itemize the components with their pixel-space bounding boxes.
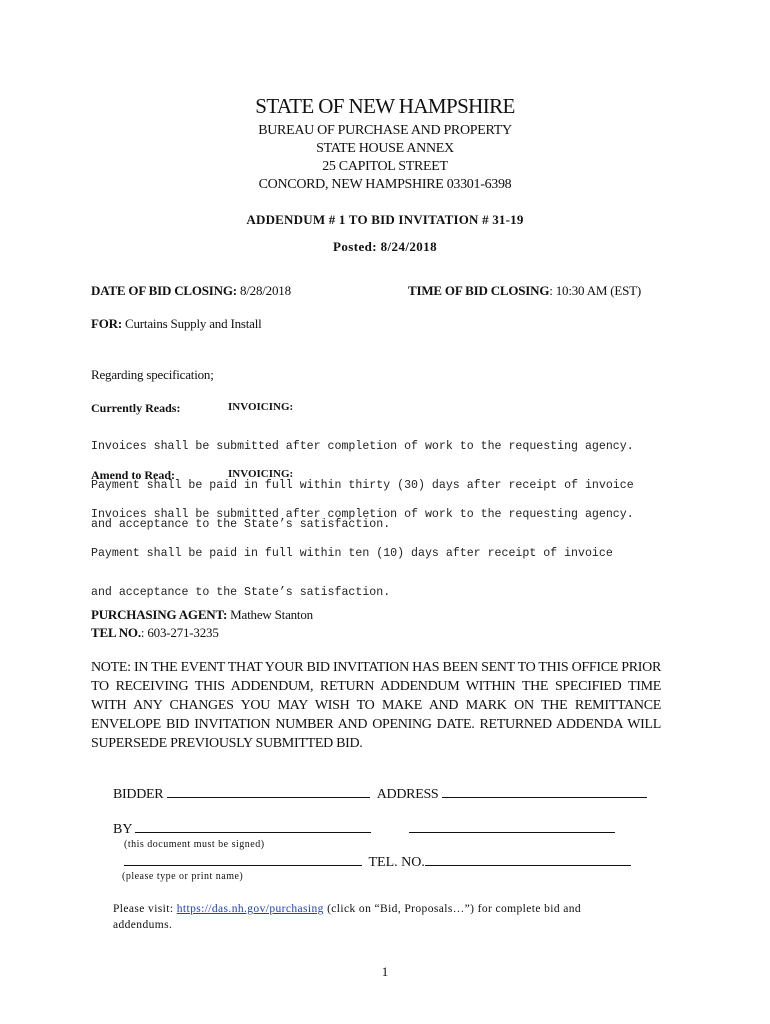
currently-reads-line: and acceptance to the State’s satisfaction.: [91, 518, 391, 531]
amend-to-read-label: Amend to Read:: [91, 468, 175, 482]
bidder-line[interactable]: [167, 785, 370, 798]
printed-name-line[interactable]: [124, 853, 362, 866]
bid-subject-label: FOR:: [91, 316, 122, 331]
addendum-note: NOTE: IN THE EVENT THAT YOUR BID INVITATION HAS BEEN SENT TO THIS OFFICE PRIOR TO RECEIVING THIS ADDENDUM, RETURN ADDENDUM WITHIN THE SPECIFIED TIME WITH ANY CHANGES YOU MAY WISH TO MAKE AND MARK ON THE REMITTANCE ENVELOPE BID INVITATION NUMBER AND OPENING DATE. RETURNED ADDENDA WILL SUPERSEDE PREVIOUSLY SUBMITTED BID.: [91, 660, 661, 751]
amend-to-read-body: [91, 482, 634, 625]
addendum-title: ADDENDUM # 1 TO BID INVITATION # 31-19: [246, 212, 524, 227]
by-row: [113, 820, 615, 838]
page-number: 1: [381, 964, 389, 979]
currently-reads-line: Invoices shall be submitted after completion of work to the requesting agency.: [91, 440, 634, 453]
visit-note: [113, 901, 673, 933]
address-line[interactable]: [442, 785, 647, 798]
tel-line[interactable]: [425, 853, 631, 866]
currently-reads-line: Payment shall be paid in full within thirty (30) days after receipt of invoice: [91, 479, 634, 492]
agent-phone-label: TEL NO.: [91, 625, 141, 640]
bid-closing-time-value: : 10:30 AM (EST): [549, 283, 642, 298]
agent-phone: [91, 625, 219, 641]
tel-label: TEL. NO.: [368, 855, 425, 870]
purchasing-agent-label: PURCHASING AGENT:: [91, 607, 228, 622]
annex-name: STATE HOUSE ANNEX: [316, 141, 454, 156]
visit-line2: addendums.: [113, 919, 173, 931]
bidder-label: BIDDER: [113, 787, 164, 802]
bid-closing-time-label: TIME OF BID CLOSING: [408, 283, 550, 298]
bid-closing-time: [408, 283, 641, 299]
street-address: 25 CAPITOL STREET: [322, 159, 448, 174]
bid-subject: [91, 316, 262, 332]
city-address: CONCORD, NEW HAMPSHIRE 03301-6398: [258, 177, 512, 192]
signature-line[interactable]: [135, 820, 371, 833]
posted-date: Posted: 8/24/2018: [333, 239, 437, 254]
state-title: STATE OF NEW HAMPSHIRE: [255, 94, 515, 118]
print-hint: (please type or print name): [122, 871, 244, 882]
address-label: ADDRESS: [376, 787, 439, 802]
bid-closing-date-value: 8/28/2018: [236, 283, 291, 298]
bid-subject-value: Curtains Supply and Install: [121, 316, 262, 331]
name-tel-row: [124, 853, 631, 871]
currently-reads-label: Currently Reads:: [91, 401, 181, 415]
amend-to-read-line: Payment shall be paid in full within ten (10) days after receipt of invoice: [91, 547, 613, 560]
bid-closing-date-label: DATE OF BID CLOSING:: [91, 283, 237, 298]
by-label: BY: [113, 822, 132, 837]
currently-reads-heading: INVOICING:: [228, 401, 294, 413]
bidder-row: [113, 785, 647, 803]
purchasing-agent: [91, 607, 313, 623]
amend-to-read-line: Invoices shall be submitted after completion of work to the requesting agency.: [91, 508, 634, 521]
purchasing-link[interactable]: https://das.nh.gov/purchasing: [176, 903, 324, 915]
agent-phone-value: : 603-271-3235: [140, 625, 219, 640]
bid-closing-date: [91, 283, 291, 299]
visit-prefix: Please visit:: [113, 903, 177, 915]
amend-to-read-line: and acceptance to the State’s satisfaction.: [91, 586, 391, 599]
purchasing-agent-name: Mathew Stanton: [227, 607, 313, 622]
title-line[interactable]: [409, 820, 615, 833]
regarding-text: Regarding specification;: [91, 367, 214, 382]
bureau-name: BUREAU OF PURCHASE AND PROPERTY: [258, 123, 512, 138]
visit-suffix: (click on “Bid, Proposals…”) for complete bid and: [323, 903, 582, 915]
amend-to-read-heading: INVOICING:: [228, 468, 294, 480]
signed-hint: (this document must be signed): [124, 839, 265, 850]
